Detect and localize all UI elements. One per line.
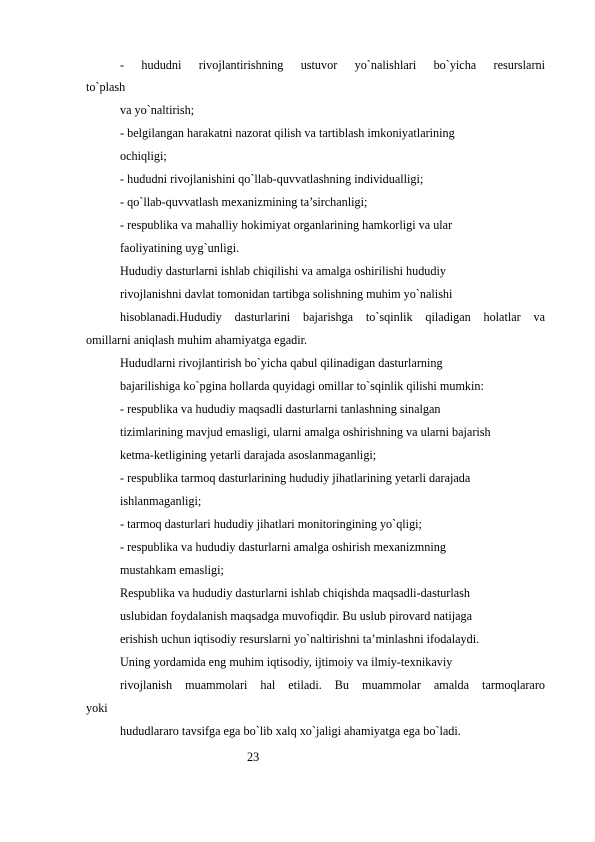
text-line: - tarmoq dasturlari hududiy jihatlari monitoringining yo`qligi; — [120, 517, 422, 531]
text-line: - belgilangan harakatni nazorat qilish va tartiblash imkoniyatlarining — [120, 126, 455, 140]
text-line: Hududiy dasturlarni ishlab chiqilishi va amalga oshirilishi hududiy — [120, 264, 446, 278]
text-line: Uning yordamida eng muhim iqtisodiy, ijtimoiy va ilmiy-texnikaviy — [120, 655, 453, 669]
text-line: uslubidan foydalanish maqsadga muvofiqdir. Bu uslub pirovard natijaga — [120, 609, 473, 623]
page-number: 23 — [247, 750, 260, 764]
text-line: omillarni aniqlash muhim ahamiyatga egadir. — [86, 333, 308, 347]
text-line: ochiqligi; — [120, 149, 167, 163]
text-line: - respublika va hududiy dasturlarni amalga oshirish mexanizmning — [120, 540, 446, 554]
text-line: - respublika va hududiy maqsadli dasturlarni tanlashning sinalgan — [120, 402, 441, 416]
text-line: va yo`naltirish; — [120, 103, 195, 117]
text-line: tizimlarining mavjud emasligi, ularni amalga oshirishning va ularni bajarish — [120, 425, 491, 439]
text-line: rivojlanish muammolari hal etiladi. Bu muammolar amalda tarmoqlararo — [120, 678, 545, 692]
text-line: erishish uchun iqtisodiy resurslarni yo`naltirishni ta’minlashni ifodalaydi. — [120, 632, 480, 646]
text-line: Hududlarni rivojlantirish bo`yicha qabul qilinadigan dasturlarning — [120, 356, 443, 370]
text-line: - hududni rivojlantirishning ustuvor yo`nalishlari bo`yicha resurslarni — [120, 58, 545, 72]
text-line: faoliyatining uyg`unligi. — [120, 241, 240, 255]
text-line: mustahkam emasligi; — [120, 563, 224, 577]
text-line: ishlanmaganligi; — [120, 494, 202, 508]
text-line: - hududni rivojlanishini qo`llab-quvvatlashning individualligi; — [120, 172, 424, 186]
text-line: bajarilishiga ko`pgina hollarda quyidagi omillar to`sqinlik qilishi mumkin: — [120, 379, 484, 393]
text-line: Respublika va hududiy dasturlarni ishlab chiqishda maqsadli-dasturlash — [120, 586, 470, 600]
text-line: ketma-ketligining yetarli darajada asoslanmaganligi; — [120, 448, 377, 462]
text-line: hududlararo tavsifga ega bo`lib xalq xo`jaligi ahamiyatga ega bo`ladi. — [120, 724, 461, 738]
text-line: hisoblanadi.Hududiy dasturlarini bajarishga to`sqinlik qiladigan holatlar va — [120, 310, 545, 324]
text-line: - respublika va mahalliy hokimiyat organlarining hamkorligi va ular — [120, 218, 453, 232]
text-line: to`plash — [86, 80, 126, 94]
text-line: - respublika tarmoq dasturlarining hududiy jihatlarining yetarli darajada — [120, 471, 471, 485]
text-line: - qo`llab-quvvatlash mexanizmining ta’sirchanligi; — [120, 195, 368, 209]
text-line: yoki — [86, 701, 108, 715]
text-line: rivojlanishni davlat tomonidan tartibga solishning muhim yo`nalishi — [120, 287, 453, 301]
